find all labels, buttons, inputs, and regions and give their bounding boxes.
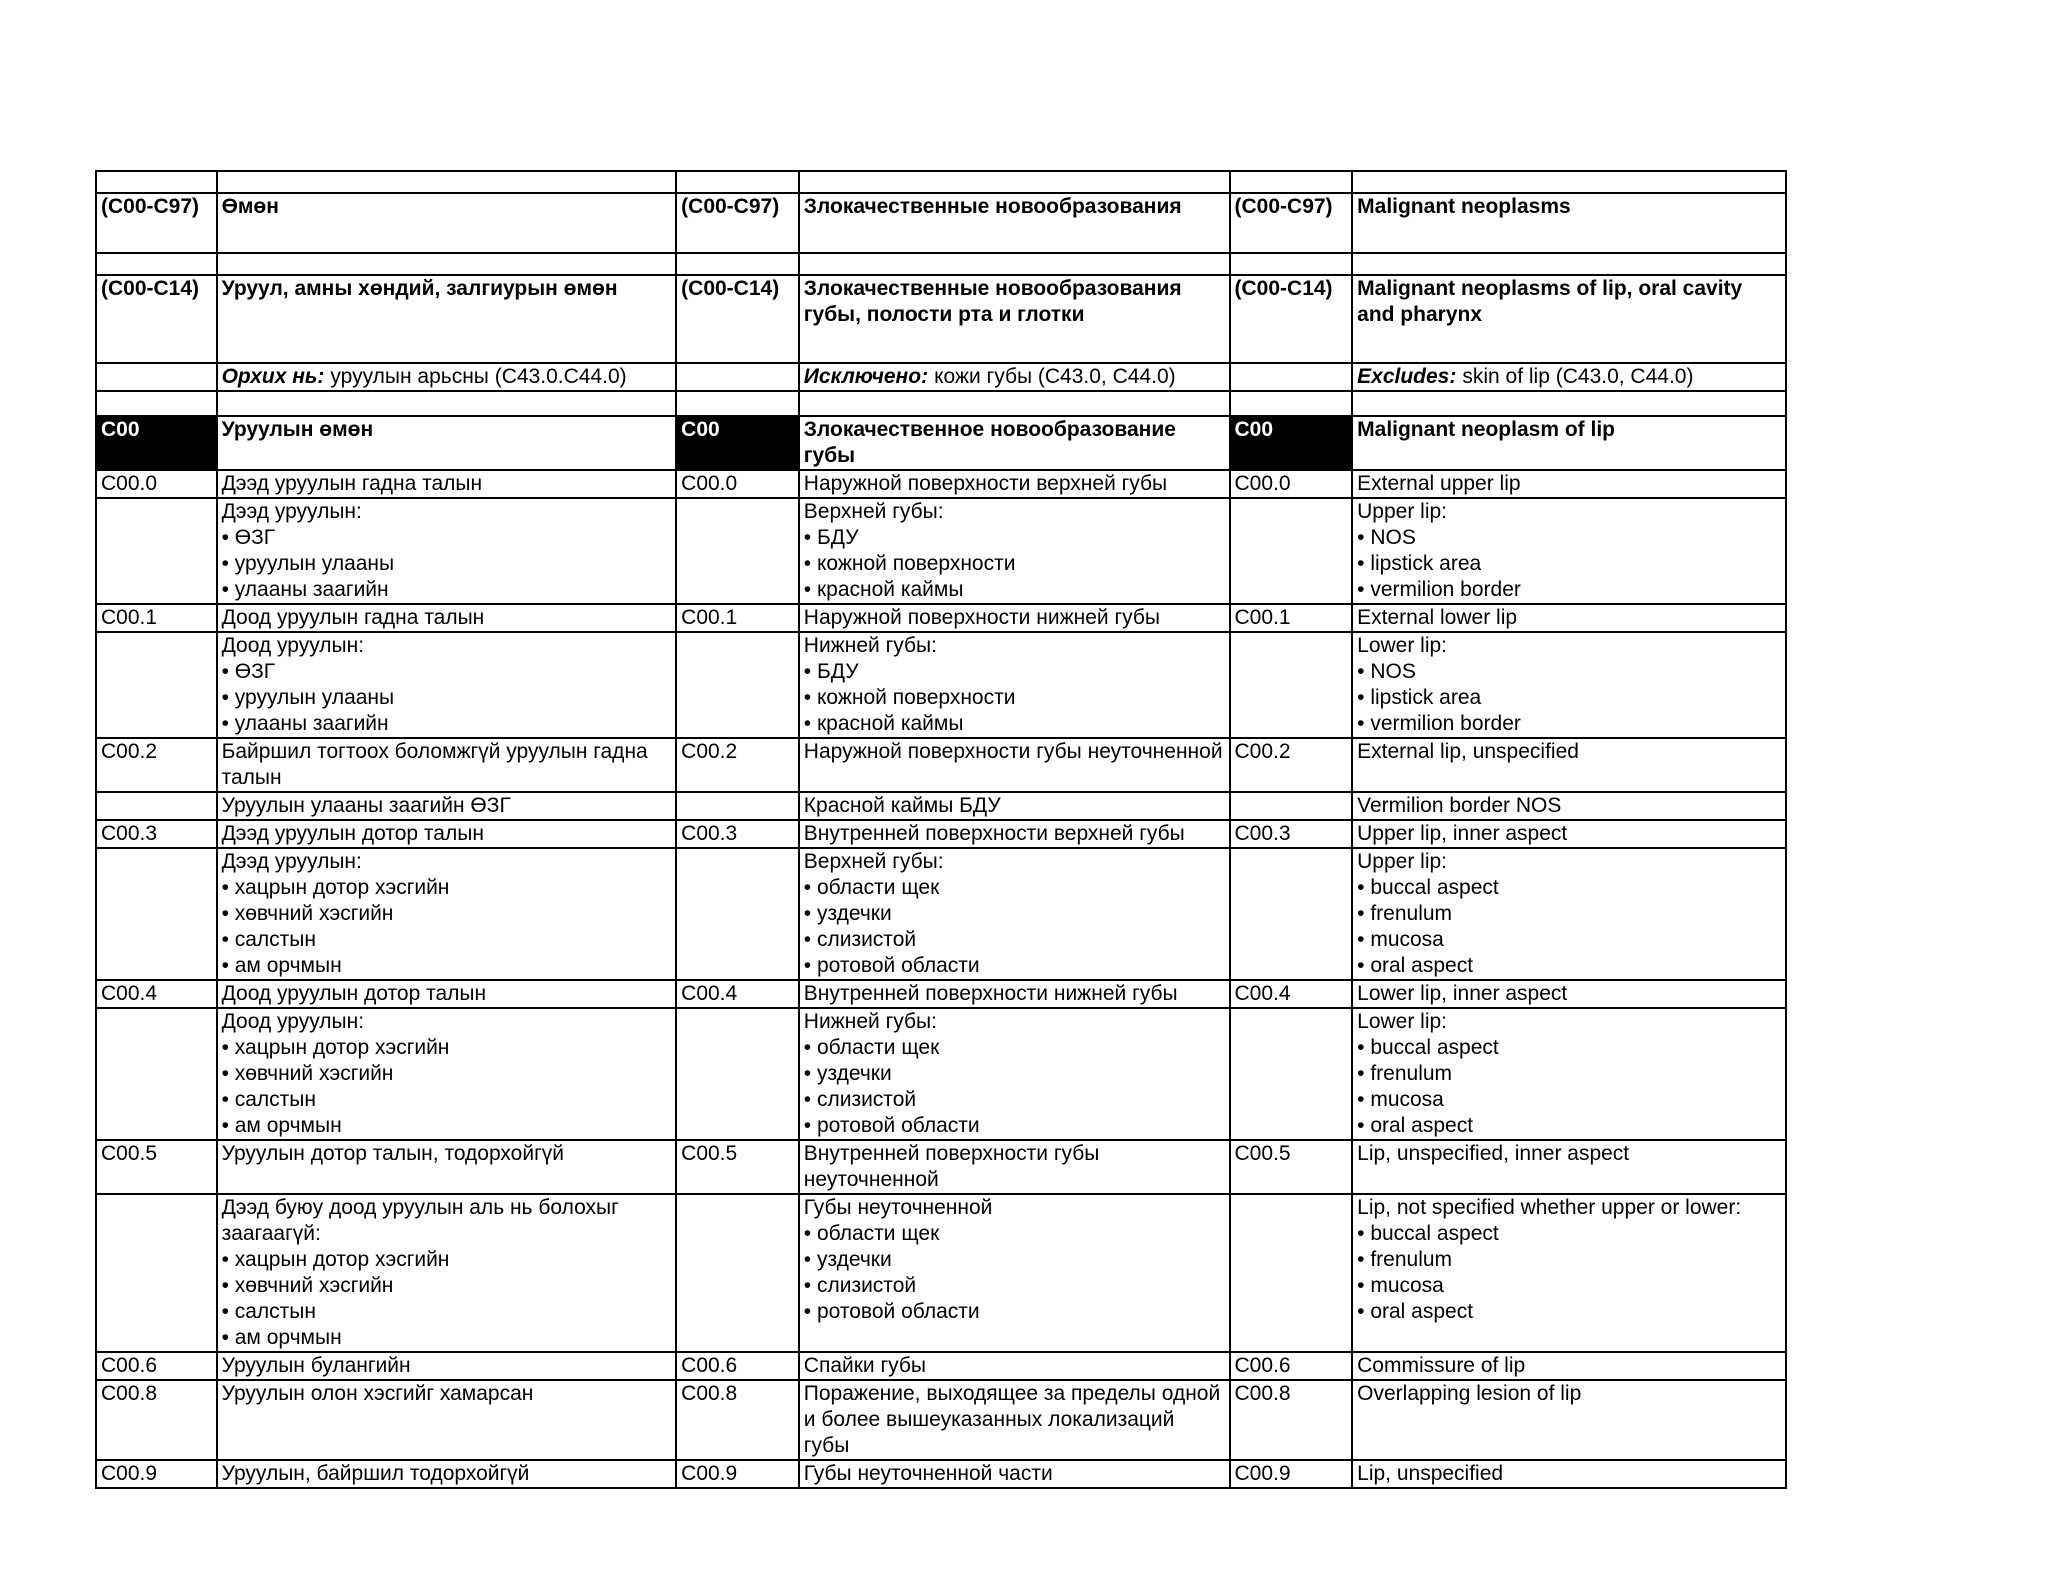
- code-ru: C00.2: [676, 738, 799, 792]
- group-row: [96, 193, 1786, 253]
- detail-head: Верхней губы:: [803, 850, 944, 873]
- category-row: [96, 416, 1786, 470]
- list-item: • области щек: [804, 1221, 1225, 1247]
- excludes-row: [96, 363, 1786, 391]
- list-item: • NOS: [1357, 659, 1781, 685]
- title-ru: Внутренней поверхности нижней губы: [799, 980, 1230, 1008]
- detail-en: [1352, 498, 1786, 604]
- list-item: • хөвчний хэсгийн: [222, 1061, 672, 1087]
- list-item: • области щек: [804, 875, 1225, 901]
- list-item: • хацрын дотор хэсгийн: [222, 875, 672, 901]
- list-item: • области щек: [804, 1035, 1225, 1061]
- detail-head: Дээд уруулын:: [221, 500, 362, 523]
- code-mn: C00.6: [96, 1352, 217, 1380]
- list-item: • frenulum: [1357, 901, 1781, 927]
- list-item: • БДУ: [804, 525, 1225, 551]
- title-en: Lower lip, inner aspect: [1352, 980, 1786, 1008]
- detail-list: [222, 659, 672, 737]
- list-item: • oral aspect: [1357, 1113, 1781, 1139]
- list-item: • слизистой: [804, 1273, 1225, 1299]
- title-mn: Уруулын, байршил тодорхойгүй: [217, 1460, 677, 1488]
- list-item: • buccal aspect: [1357, 1221, 1781, 1247]
- list-item: • хацрын дотор хэсгийн: [222, 1247, 672, 1273]
- excludes-ru: [799, 363, 1230, 391]
- list-item: • ӨЗГ: [222, 525, 672, 551]
- detail-list: [1357, 659, 1781, 737]
- list-item: • улааны заагийн: [222, 711, 672, 737]
- list-item: • vermilion border: [1357, 711, 1781, 737]
- block-code-en: (C00-C14): [1230, 275, 1353, 363]
- title-en: External upper lip: [1352, 470, 1786, 498]
- list-item: • улааны заагийн: [222, 577, 672, 603]
- category-title-ru: Злокачественное новообразование губы: [799, 416, 1230, 470]
- detail-list: [804, 1035, 1225, 1139]
- detail-ru: [799, 1194, 1230, 1352]
- list-item: • frenulum: [1357, 1247, 1781, 1273]
- list-item: • mucosa: [1357, 1273, 1781, 1299]
- title-mn: Дээд уруулын гадна талын: [217, 470, 677, 498]
- title-en: External lip, unspecified: [1352, 738, 1786, 792]
- list-item: • ротовой области: [804, 1299, 1225, 1325]
- list-item: • lipstick area: [1357, 551, 1781, 577]
- detail-head: Lip, not specified whether upper or lower:: [1357, 1196, 1742, 1219]
- code-mn: C00.1: [96, 604, 217, 632]
- detail-en: [1352, 1194, 1786, 1352]
- list-item: • салстын: [222, 927, 672, 953]
- title-mn: Уруулын дотор талын, тодорхойгүй: [217, 1140, 677, 1194]
- spacer-row: [96, 171, 1786, 193]
- detail-head: Губы неуточненной: [803, 1196, 993, 1219]
- code-mn: C00.4: [96, 980, 217, 1008]
- title-en: Upper lip, inner aspect: [1352, 820, 1786, 848]
- list-item: • уздечки: [804, 901, 1225, 927]
- detail-head: Upper lip:: [1357, 850, 1448, 873]
- list-item: • frenulum: [1357, 1061, 1781, 1087]
- list-item: • хөвчний хэсгийн: [222, 901, 672, 927]
- title-mn: Доод уруулын гадна талын: [217, 604, 677, 632]
- code-ru: C00.4: [676, 980, 799, 1008]
- list-item: • ӨЗГ: [222, 659, 672, 685]
- detail-list: [1357, 1221, 1781, 1325]
- list-item: • уруулын улааны: [222, 551, 672, 577]
- list-item: • NOS: [1357, 525, 1781, 551]
- code-row: [96, 1140, 1786, 1194]
- list-item: • mucosa: [1357, 927, 1781, 953]
- code-ru: C00.3: [676, 820, 799, 848]
- title-mn: Байршил тогтоох боломжгүй уруулын гадна талын: [217, 738, 677, 792]
- title-ru: Наружной поверхности губы неуточненной: [799, 738, 1230, 792]
- excludes-label-en: Excludes:: [1357, 365, 1457, 388]
- group-code-ru: (C00-C97): [676, 193, 799, 253]
- list-item: • слизистой: [804, 927, 1225, 953]
- title-en: External lower lip: [1352, 604, 1786, 632]
- list-item: • oral aspect: [1357, 1299, 1781, 1325]
- excludes-text-mn: уруулын арьсны (C43.0.C44.0): [330, 365, 627, 388]
- group-code-mn: (C00-C97): [96, 193, 217, 253]
- detail-ru: [799, 848, 1230, 980]
- excludes-label-ru: Исключено:: [803, 365, 929, 388]
- excludes-en: [1352, 363, 1786, 391]
- block-code-mn: (C00-C14): [96, 275, 217, 363]
- detail-en: [1352, 632, 1786, 738]
- list-item: • красной каймы: [804, 577, 1225, 603]
- list-item: • уздечки: [804, 1247, 1225, 1273]
- spacer-row: [96, 391, 1786, 416]
- detail-row: [96, 1008, 1786, 1140]
- detail-head: Доод уруулын:: [221, 634, 365, 657]
- code-mn: C00.2: [96, 738, 217, 792]
- detail-list: [804, 1221, 1225, 1325]
- detail-list: [222, 1247, 672, 1351]
- note-mn: Уруулын улааны заагийн ӨЗГ: [217, 792, 677, 820]
- list-item: • слизистой: [804, 1087, 1225, 1113]
- detail-row: [96, 1194, 1786, 1352]
- detail-row: [96, 498, 1786, 604]
- list-item: • красной каймы: [804, 711, 1225, 737]
- code-en: C00.1: [1230, 604, 1353, 632]
- detail-head: Upper lip:: [1357, 500, 1448, 523]
- code-en: C00.5: [1230, 1140, 1353, 1194]
- spacer-row: [96, 253, 1786, 275]
- code-ru: C00.8: [676, 1380, 799, 1460]
- code-row: [96, 1460, 1786, 1488]
- list-item: • салстын: [222, 1299, 672, 1325]
- detail-ru: [799, 632, 1230, 738]
- block-title-en: Malignant neoplasms of lip, oral cavity and pharynx: [1352, 275, 1786, 363]
- note-row: [96, 792, 1786, 820]
- detail-en: [1352, 848, 1786, 980]
- title-ru: Наружной поверхности нижней губы: [799, 604, 1230, 632]
- excludes-text-en: skin of lip (C43.0, C44.0): [1462, 365, 1694, 388]
- category-title-mn: Уруулын өмөн: [217, 416, 677, 470]
- list-item: • buccal aspect: [1357, 1035, 1781, 1061]
- detail-list: [222, 1035, 672, 1139]
- title-ru: Внутренней поверхности губы неуточненной: [799, 1140, 1230, 1194]
- detail-head: Нижней губы:: [803, 1010, 937, 1033]
- detail-row: [96, 632, 1786, 738]
- code-mn: C00.5: [96, 1140, 217, 1194]
- list-item: • buccal aspect: [1357, 875, 1781, 901]
- group-title-mn: Өмөн: [217, 193, 677, 253]
- group-title-ru: Злокачественные новообразования: [799, 193, 1230, 253]
- detail-row: [96, 848, 1786, 980]
- detail-head: Верхней губы:: [803, 500, 944, 523]
- detail-list: [804, 659, 1225, 737]
- block-code-ru: (C00-C14): [676, 275, 799, 363]
- icd-code-table: [95, 170, 1787, 1489]
- code-ru: C00.0: [676, 470, 799, 498]
- code-row: [96, 738, 1786, 792]
- category-code-en: C00: [1230, 416, 1353, 470]
- detail-mn: [217, 632, 677, 738]
- list-item: • салстын: [222, 1087, 672, 1113]
- detail-mn: [217, 1008, 677, 1140]
- group-title-en: Malignant neoplasms: [1352, 193, 1786, 253]
- code-ru: C00.6: [676, 1352, 799, 1380]
- code-ru: C00.5: [676, 1140, 799, 1194]
- code-en: C00.0: [1230, 470, 1353, 498]
- block-title-ru: Злокачественные новообразования губы, полости рта и глотки: [799, 275, 1230, 363]
- code-row: [96, 1352, 1786, 1380]
- title-mn: Уруулын олон хэсгийг хамарсан: [217, 1380, 677, 1460]
- code-mn: C00.9: [96, 1460, 217, 1488]
- detail-en: [1352, 1008, 1786, 1140]
- list-item: • ам орчмын: [222, 953, 672, 979]
- detail-mn: [217, 1194, 677, 1352]
- code-row: [96, 604, 1786, 632]
- detail-list: [1357, 525, 1781, 603]
- list-item: • хөвчний хэсгийн: [222, 1273, 672, 1299]
- detail-head: Lower lip:: [1357, 634, 1448, 657]
- list-item: • oral aspect: [1357, 953, 1781, 979]
- detail-ru: [799, 498, 1230, 604]
- excludes-mn: [217, 363, 677, 391]
- list-item: • кожной поверхности: [804, 685, 1225, 711]
- code-row: [96, 1380, 1786, 1460]
- excludes-label-mn: Орхих нь:: [221, 365, 325, 388]
- code-mn: C00.8: [96, 1380, 217, 1460]
- detail-list: [804, 875, 1225, 979]
- block-row: [96, 275, 1786, 363]
- title-mn: Доод уруулын дотор талын: [217, 980, 677, 1008]
- list-item: • mucosa: [1357, 1087, 1781, 1113]
- group-code-en: (C00-C97): [1230, 193, 1353, 253]
- list-item: • кожной поверхности: [804, 551, 1225, 577]
- code-ru: C00.9: [676, 1460, 799, 1488]
- title-ru: Поражение, выходящее за пределы одной и более вышеуказанных локализаций губы: [799, 1380, 1230, 1460]
- code-en: C00.6: [1230, 1352, 1353, 1380]
- list-item: • vermilion border: [1357, 577, 1781, 603]
- note-ru: Красной каймы БДУ: [799, 792, 1230, 820]
- list-item: • lipstick area: [1357, 685, 1781, 711]
- code-mn: C00.3: [96, 820, 217, 848]
- detail-head: Lower lip:: [1357, 1010, 1448, 1033]
- detail-head: Дээд уруулын:: [221, 850, 362, 873]
- detail-list: [1357, 1035, 1781, 1139]
- detail-mn: [217, 848, 677, 980]
- list-item: • ротовой области: [804, 1113, 1225, 1139]
- detail-list: [222, 525, 672, 603]
- category-code-ru: C00: [676, 416, 799, 470]
- list-item: • ам орчмын: [222, 1113, 672, 1139]
- code-en: C00.8: [1230, 1380, 1353, 1460]
- detail-list: [804, 525, 1225, 603]
- title-mn: Уруулын булангийн: [217, 1352, 677, 1380]
- code-row: [96, 820, 1786, 848]
- detail-list: [222, 875, 672, 979]
- code-en: C00.2: [1230, 738, 1353, 792]
- list-item: • ротовой области: [804, 953, 1225, 979]
- title-ru: Внутренней поверхности верхней губы: [799, 820, 1230, 848]
- detail-list: [1357, 875, 1781, 979]
- block-title-mn: Уруул, амны хөндий, залгиурын өмөн: [217, 275, 677, 363]
- category-title-en: Malignant neoplasm of lip: [1352, 416, 1786, 470]
- title-en: Overlapping lesion of lip: [1352, 1380, 1786, 1460]
- code-row: [96, 980, 1786, 1008]
- list-item: • БДУ: [804, 659, 1225, 685]
- title-en: Commissure of lip: [1352, 1352, 1786, 1380]
- title-ru: Наружной поверхности верхней губы: [799, 470, 1230, 498]
- list-item: • ам орчмын: [222, 1325, 672, 1351]
- code-mn: C00.0: [96, 470, 217, 498]
- title-ru: Спайки губы: [799, 1352, 1230, 1380]
- detail-head: Нижней губы:: [803, 634, 937, 657]
- excludes-text-ru: кожи губы (C43.0, C44.0): [934, 365, 1176, 388]
- code-en: C00.3: [1230, 820, 1353, 848]
- note-en: Vermilion border NOS: [1352, 792, 1786, 820]
- code-en: C00.4: [1230, 980, 1353, 1008]
- title-ru: Губы неуточненной части: [799, 1460, 1230, 1488]
- list-item: • хацрын дотор хэсгийн: [222, 1035, 672, 1061]
- detail-mn: [217, 498, 677, 604]
- category-code-mn: C00: [96, 416, 217, 470]
- code-en: C00.9: [1230, 1460, 1353, 1488]
- title-en: Lip, unspecified, inner aspect: [1352, 1140, 1786, 1194]
- detail-head: Дээд буюу доод уруулын аль нь болохыг заагаагүй:: [221, 1196, 619, 1245]
- title-mn: Дээд уруулын дотор талын: [217, 820, 677, 848]
- list-item: • уздечки: [804, 1061, 1225, 1087]
- list-item: • уруулын улааны: [222, 685, 672, 711]
- code-ru: C00.1: [676, 604, 799, 632]
- code-row: [96, 470, 1786, 498]
- detail-ru: [799, 1008, 1230, 1140]
- detail-head: Доод уруулын:: [221, 1010, 365, 1033]
- title-en: Lip, unspecified: [1352, 1460, 1786, 1488]
